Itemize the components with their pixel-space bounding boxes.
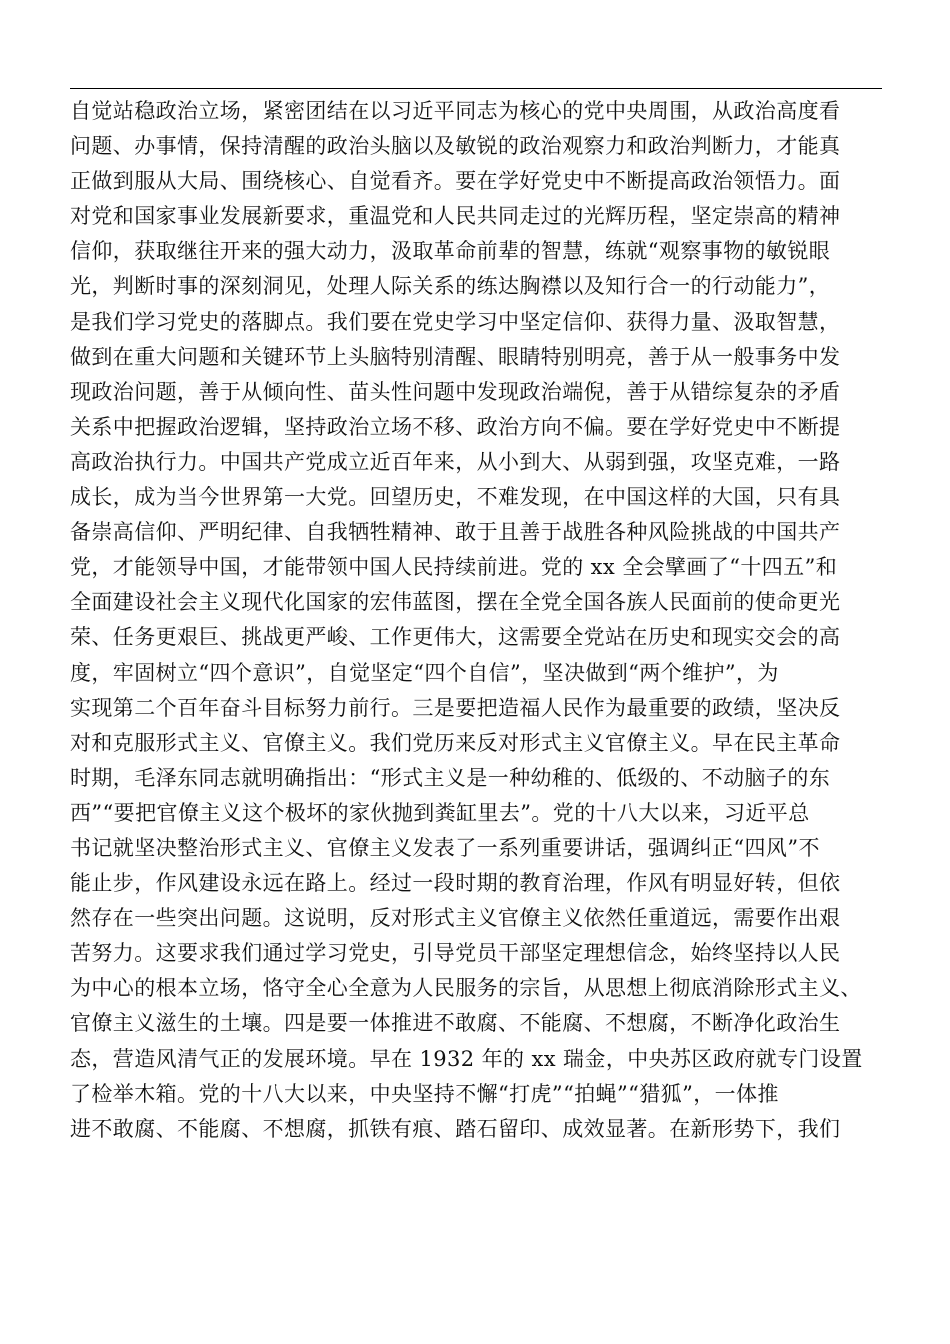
text-line: 苦努力。这要求我们通过学习党史，引导党员干部坚定理想信念，始终坚持以人民 (70, 941, 841, 966)
text-line: 书记就坚决整治形式主义、官僚主义发表了一系列重要讲话，强调纠正“四风”不 (70, 835, 820, 860)
text-line: 现政治问题，善于从倾向性、苗头性问题中发现政治端倪，善于从错综复杂的矛盾 (70, 379, 841, 404)
text-line: 是我们学习党史的落脚点。我们要在党史学习中坚定信仰、获得力量、汲取智慧， (70, 309, 841, 334)
text-line: 然存在一些突出问题。这说明，反对形式主义官僚主义依然任重道远，需要作出艰 (70, 906, 841, 931)
text-line: 荣、任务更艰巨、挑战更严峻、工作更伟大，这需要全党站在历史和现实交会的高 (70, 625, 841, 650)
text-line: 关系中把握政治逻辑，坚持政治立场不移、政治方向不偏。要在学好党史中不断提 (70, 414, 841, 439)
text-line: 做到在重大问题和关键环节上头脑特别清醒、眼睛特别明亮，善于从一般事务中发 (70, 344, 841, 369)
text-line: 问题、办事情，保持清醒的政治头脑以及敏锐的政治观察力和政治判断力，才能真 (70, 134, 841, 159)
text-line: 实现第二个百年奋斗目标努力前行。三是要把造福人民作为最重要的政绩，坚决反 (70, 695, 841, 720)
text-line: 态，营造风清气正的发展环境。早在 1932 年的 xx 瑞金，中央苏区政府就专门设置 (70, 1046, 863, 1071)
text-line: 信仰，获取继往开来的强大动力，汲取革命前辈的智慧，练就“观察事物的敏锐眼 (70, 239, 831, 264)
text-line: 进不敢腐、不能腐、不想腐，抓铁有痕、踏石留印、成效显著。在新形势下，我们 (70, 1116, 841, 1141)
text-line: 对党和国家事业发展新要求，重温党和人民共同走过的光辉历程，坚定崇高的精神 (70, 204, 841, 229)
text-line: 光，判断时事的深刻洞见，处理人际关系的练达胸襟以及知行合一的行动能力”， (70, 274, 831, 299)
text-line: 全面建设社会主义现代化国家的宏伟蓝图，摆在全党全国各族人民面前的使命更光 (70, 590, 841, 615)
text-line: 能止步，作风建设永远在路上。经过一段时期的教育治理，作风有明显好转，但依 (70, 871, 841, 896)
text-line: 自觉站稳政治立场，紧密团结在以习近平同志为核心的党中央周围，从政治高度看 (70, 99, 841, 123)
header-rule (70, 88, 882, 89)
text-line: 高政治执行力。中国共产党成立近百年来，从小到大、从弱到强，攻坚克难，一路 (70, 449, 841, 474)
text-line: 对和克服形式主义、官僚主义。我们党历来反对形式主义官僚主义。早在民主革命 (70, 730, 841, 755)
text-line: 了检举木箱。党的十八大以来，中央坚持不懈“打虎”“拍蝇”“猎狐”，一体推 (70, 1081, 779, 1106)
text-line: 备崇高信仰、严明纪律、自我牺牲精神、敢于且善于战胜各种风险挑战的中国共产 (70, 520, 841, 545)
text-line: 党，才能领导中国，才能带领中国人民持续前进。党的 xx 全会擘画了“十四五”和 (70, 555, 838, 580)
text-line: 正做到服从大局、围绕核心、自觉看齐。要在学好党史中不断提高政治领悟力。面 (70, 169, 841, 194)
text-line: 西”“要把官僚主义这个极坏的家伙抛到粪缸里去”。党的十八大以来，习近平总 (70, 800, 810, 825)
text-line: 时期，毛泽东同志就明确指出：“形式主义是一种幼稚的、低级的、不动脑子的东 (70, 765, 831, 790)
text-line: 为中心的根本立场，恪守全心全意为人民服务的宗旨，从思想上彻底消除形式主义、 (70, 976, 862, 1001)
text-line: 官僚主义滋生的土壤。四是要一体推进不敢腐、不能腐、不想腐，不断净化政治生 (70, 1011, 841, 1036)
text-line: 成长，成为当今世界第一大党。回望历史，不难发现，在中国这样的大国，只有具 (70, 485, 841, 510)
body-text (70, 94, 900, 1147)
text-line: 度，牢固树立“四个意识”，自觉坚定“四个自信”，坚决做到“两个维护”，为 (70, 660, 779, 685)
